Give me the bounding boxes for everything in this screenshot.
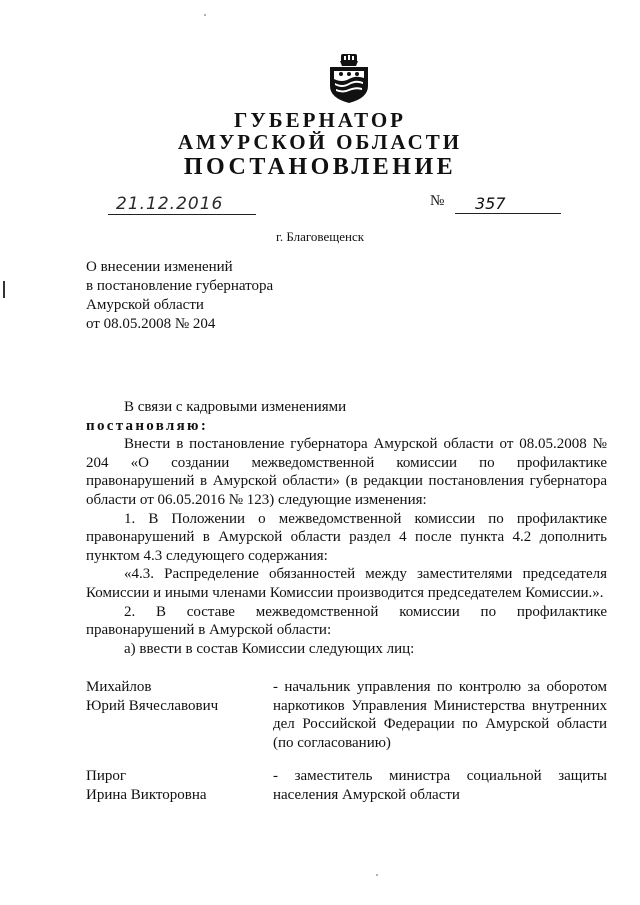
city-name: г. Благовещенск	[275, 229, 365, 244]
person-position: - заместитель министра социальной защиты населения Амурской области	[273, 768, 607, 803]
title-line: от 08.05.2008 № 204	[86, 316, 216, 332]
resolve-word: постановляю:	[86, 417, 209, 434]
paragraph-item-2: 2. В составе межведомственной комиссии по профилактике правонарушений в Амурской области:	[86, 603, 607, 639]
paragraph-item-1: 1. В Положении о межведомственной комиссии по профилактике правонарушений в Амурской области раздел 4 после пункта 4.2 дополнить пунктом 4.3 следующего содержания:	[86, 510, 607, 564]
intro-line: В связи с кадровыми изменениями	[124, 399, 347, 415]
scan-speck	[376, 874, 378, 876]
title-line: Амурской области	[86, 297, 204, 313]
number-label: №	[430, 193, 445, 209]
coat-of-arms-icon	[326, 52, 372, 104]
person-entry	[86, 767, 607, 804]
person-surname: Михайлов	[86, 679, 152, 695]
paragraph-main: Внести в постановление губернатора Амурской области от 08.05.2008 № 204 «О создании межведомственной комиссии по профилактике правонарушений в Амурской области» (в редакции постановления губернатора области от 06.05.2016 № 123) следующие изменения:	[86, 436, 607, 508]
scan-speck	[204, 14, 206, 16]
person-given-names: Ирина Викторовна	[86, 786, 207, 803]
issuer-region: АМУРСКОЙ ОБЛАСТИ	[177, 130, 463, 154]
document-title	[86, 258, 273, 334]
title-line: О внесении изменений	[86, 259, 233, 275]
margin-mark	[3, 281, 5, 298]
document-body	[86, 398, 607, 658]
issuer-title: ГУБЕРНАТОР	[233, 108, 407, 132]
person-surname: Пирог	[86, 768, 127, 784]
document-date: 21.12.2016	[108, 194, 256, 215]
title-line: в постановление губернатора	[86, 278, 274, 294]
paragraph-item-4-3: «4.3. Распределение обязанностей между заместителями председателя Комиссии и иными членами Комиссии производится председателем Комиссии.».	[86, 566, 607, 601]
paragraph-subitem-a: а) ввести в состав Комиссии следующих лиц:	[124, 640, 415, 657]
person-given-names: Юрий Вячеславович	[86, 697, 219, 714]
document-number: 357	[455, 194, 561, 214]
person-entry	[86, 678, 607, 752]
person-position: - начальник управления по контролю за оборотом наркотиков Управления Министерства внутренних дел Российской Федерации по Амурской области (по согласованию)	[273, 679, 607, 751]
document-type: ПОСТАНОВЛЕНИЕ	[183, 154, 457, 180]
